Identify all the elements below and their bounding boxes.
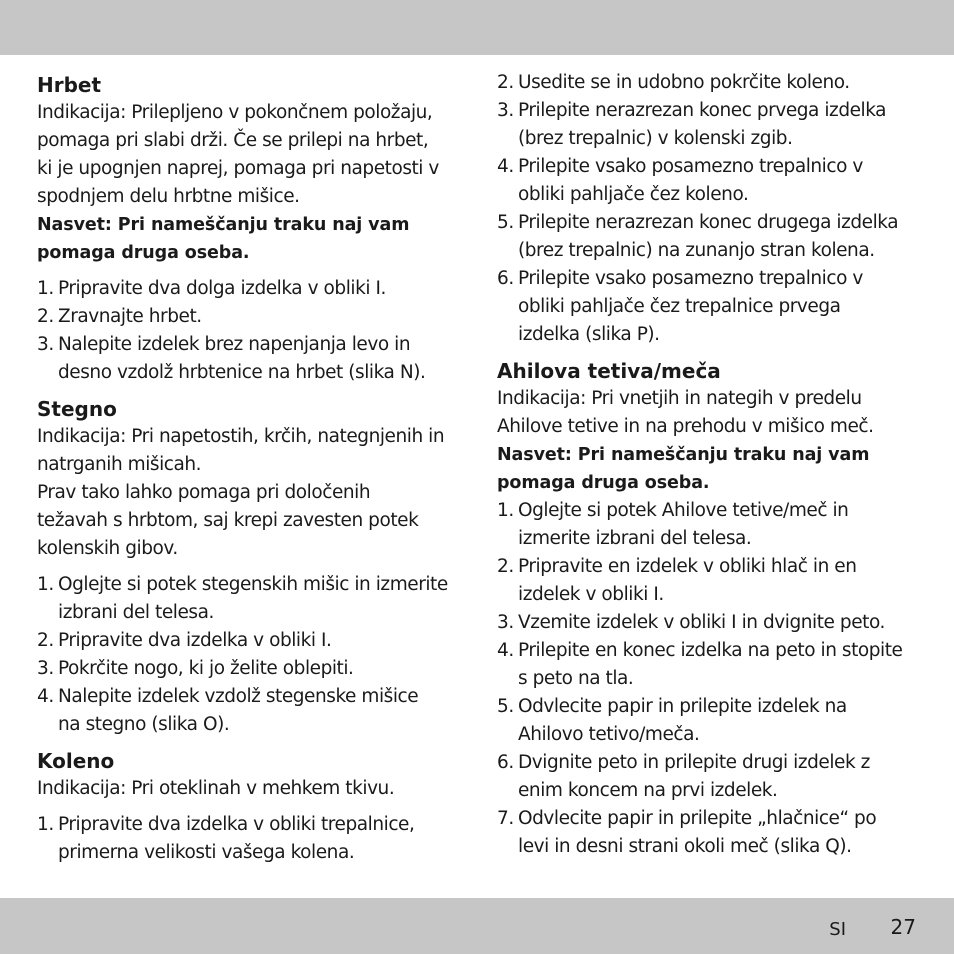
text-line: Indikacija: Pri oteklinah v mehkem tkivu. [37, 778, 395, 799]
steps-list-koleno-continued [497, 69, 922, 349]
text-line: Indikacija: Prilepljeno v pokončnem položaju, [37, 102, 433, 123]
text-line: Indikacija: Pri napetostih, krčih, nategnjenih in [37, 426, 445, 447]
list-item [497, 805, 922, 861]
list-item [37, 655, 462, 683]
step-number: 3. [497, 100, 514, 121]
step-text: Pripravite dva dolga izdelka v obliki I. [58, 278, 386, 299]
page-number: 27 [890, 915, 916, 939]
step-number: 5. [497, 212, 514, 233]
step-text [58, 571, 462, 627]
step-number: 3. [37, 658, 54, 679]
text-line: pomaga druga oseba. [37, 243, 250, 263]
list-item [37, 275, 462, 303]
section-heading-koleno: Koleno [37, 749, 115, 773]
tip-text [37, 211, 462, 267]
step-number: 4. [497, 640, 514, 661]
steps-list-hrbet [37, 275, 462, 387]
text-line: Nalepite izdelek brez napenjanja levo in [58, 334, 411, 355]
step-text [58, 683, 462, 739]
text-line: Prilepite en konec izdelka na peto in stopite [518, 640, 903, 661]
text-line: izdelek v obliki I. [518, 584, 664, 605]
text-line: Prav tako lahko pomaga pri določenih [37, 482, 371, 503]
step-number: 4. [37, 686, 54, 707]
step-number: 2. [497, 72, 514, 93]
text-line: spodnjem delu hrbtne mišice. [37, 186, 300, 207]
text-line: na stegno (slika O). [58, 714, 230, 735]
step-text [518, 553, 922, 609]
list-item [497, 609, 922, 637]
step-number: 6. [497, 268, 514, 289]
text-line: Nasvet: Pri nameščanju traku naj vam [497, 445, 870, 465]
text-line: Prilepite nerazrezan konec prvega izdelka [518, 100, 887, 121]
list-item [497, 637, 922, 693]
step-number: 1. [37, 814, 54, 835]
step-number: 5. [497, 696, 514, 717]
list-item [497, 69, 922, 97]
list-item [497, 553, 922, 609]
step-number: 1. [37, 574, 54, 595]
text-line: levi in desni strani okoli meč (slika Q). [518, 836, 852, 857]
step-text [518, 805, 922, 861]
list-item [37, 683, 462, 739]
text-line: Indikacija: Pri vnetjih in nategih v predelu [497, 388, 862, 409]
indication-text [37, 99, 462, 211]
step-text [518, 97, 922, 153]
text-line: kolenskih gibov. [37, 538, 178, 559]
text-line: Oglejte si potek stegenskih mišic in izmerite [58, 574, 448, 595]
right-column [497, 69, 922, 861]
step-text [518, 265, 922, 349]
list-item [37, 627, 462, 655]
text-line: obliki pahljače čez koleno. [518, 184, 749, 205]
text-line: težavah s hrbtom, saj krepi zavesten potek [37, 510, 419, 531]
list-item [497, 97, 922, 153]
tip-text [497, 441, 922, 497]
step-number: 2. [497, 556, 514, 577]
text-line: Prilepite nerazrezan konec drugega izdelka [518, 212, 899, 233]
header-bar [0, 0, 954, 55]
step-text: Vzemite izdelek v obliki I in dvignite peto. [518, 612, 885, 633]
list-item [37, 811, 462, 867]
step-text [518, 637, 922, 693]
list-item [37, 571, 462, 627]
text-line: enim koncem na prvi izdelek. [518, 780, 778, 801]
indication-text [37, 423, 462, 563]
list-item [497, 693, 922, 749]
text-line: Nalepite izdelek vzdolž stegenske mišice [58, 686, 419, 707]
text-line: (brez trepalnic) na zunanjo stran kolena. [518, 240, 875, 261]
steps-list-koleno [37, 811, 462, 867]
text-line: ki je upognjen naprej, pomaga pri napetosti v [37, 158, 439, 179]
step-number: 2. [37, 630, 54, 651]
step-number: 6. [497, 752, 514, 773]
text-line: Pripravite dva izdelka v obliki trepalnice, [58, 814, 415, 835]
text-line: natrganih mišicah. [37, 454, 202, 475]
step-number: 3. [497, 612, 514, 633]
steps-list-ahilova-tetiva [497, 497, 922, 861]
text-line: izbrani del telesa. [58, 602, 214, 623]
section-heading-stegno: Stegno [37, 397, 117, 421]
indication-text [37, 775, 462, 803]
text-line: Ahilove tetive in na prehodu v mišico meč. [497, 416, 874, 437]
section-heading-ahilova-tetiva: Ahilova tetiva/meča [497, 359, 721, 383]
step-text [518, 153, 922, 209]
text-line: Prilepite vsako posamezno trepalnico v [518, 268, 863, 289]
text-line: primerna velikosti vašega kolena. [58, 842, 355, 863]
text-line: izdelka (slika P). [518, 324, 660, 345]
step-number: 1. [37, 278, 54, 299]
step-number: 7. [497, 808, 514, 829]
text-line: (brez trepalnic) v kolenski zgib. [518, 128, 793, 149]
list-item [37, 331, 462, 387]
text-line: pomaga pri slabi drži. Če se prilepi na hrbet, [37, 130, 429, 151]
text-line: Odvlecite papir in prilepite izdelek na [518, 696, 847, 717]
list-item [497, 265, 922, 349]
step-number: 2. [37, 306, 54, 327]
step-text [518, 497, 922, 553]
text-line: pomaga druga oseba. [497, 473, 710, 493]
left-column [37, 71, 462, 867]
text-line: obliki pahljače čez trepalnice prvega [518, 296, 841, 317]
list-item [37, 303, 462, 331]
steps-list-stegno [37, 571, 462, 739]
step-text [518, 693, 922, 749]
section-heading-hrbet: Hrbet [37, 73, 102, 97]
text-line: Odvlecite papir in prilepite „hlačnice“ po [518, 808, 877, 829]
list-item [497, 497, 922, 553]
step-text [518, 749, 922, 805]
text-line: Pripravite en izdelek v obliki hlač in en [518, 556, 857, 577]
text-line: Dvignite peto in prilepite drugi izdelek z [518, 752, 870, 773]
indication-text [497, 385, 922, 441]
step-number: 3. [37, 334, 54, 355]
step-text: Usedite se in udobno pokrčite koleno. [518, 72, 850, 93]
text-line: s peto na tla. [518, 668, 634, 689]
step-text: Pokrčite nogo, ki jo želite oblepiti. [58, 658, 354, 679]
language-code: SI [829, 919, 846, 940]
step-text: Zravnajte hrbet. [58, 306, 202, 327]
text-line: izmerite izbrani del telesa. [518, 528, 752, 549]
footer-bar [0, 898, 954, 954]
text-line: Ahilovo tetivo/meča. [518, 724, 700, 745]
step-number: 1. [497, 500, 514, 521]
text-line: desno vzdolž hrbtenice na hrbet (slika N). [58, 362, 426, 383]
text-line: Prilepite vsako posamezno trepalnico v [518, 156, 863, 177]
list-item [497, 209, 922, 265]
list-item [497, 749, 922, 805]
text-line: Oglejte si potek Ahilove tetive/meč in [518, 500, 849, 521]
step-text: Pripravite dva izdelka v obliki I. [58, 630, 332, 651]
step-text [58, 331, 462, 387]
step-number: 4. [497, 156, 514, 177]
text-line: Nasvet: Pri nameščanju traku naj vam [37, 215, 410, 235]
step-text [58, 811, 462, 867]
list-item [497, 153, 922, 209]
step-text [518, 209, 922, 265]
